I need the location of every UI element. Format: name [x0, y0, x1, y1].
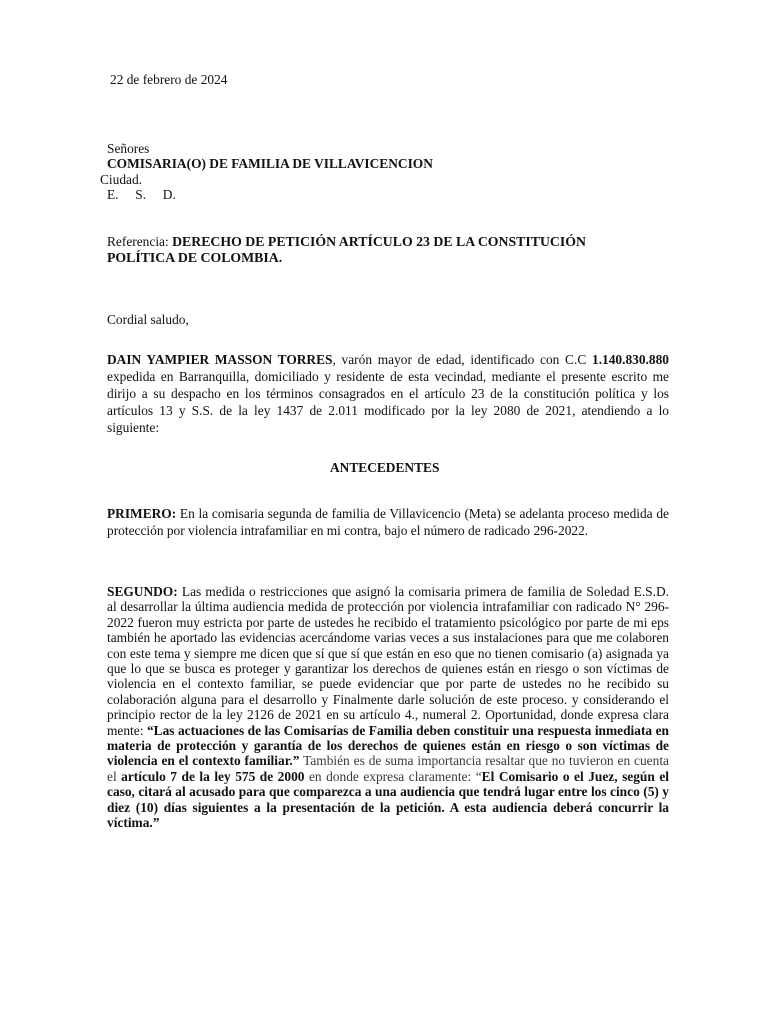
segundo-quote-2: El Comisario o el Juez, según el caso, citará al acusado para que comparezca a una audiencia que tendrá lugar entre los cinco (5) y diez (10) días siguientes a la presentación de la petición. A esta audiencia deberá concurrir la víctima.” [107, 768, 669, 831]
segundo-article: artículo 7 de la ley 575 de 2000 [121, 768, 305, 784]
recipient-esd: E. S. D. [107, 187, 176, 202]
section-title: ANTECEDENTES [330, 460, 440, 475]
petitioner-id: 1.140.830.880 [592, 352, 669, 367]
petitioner-name: DAIN YAMPIER MASSON TORRES [107, 352, 333, 367]
recipient-salutation: Señores [107, 141, 150, 156]
recipient-city: Ciudad. [100, 172, 143, 187]
segundo-text-3: en donde expresa claramente: “ [304, 768, 482, 784]
segundo-quote-1: “Las actuaciones de las Comisarías de Familia deben constituir una respuesta inmediata en materia de protección y garantía de los derechos de quienes están en riesgo o son víctimas de violencia en el contexto familiar.” [107, 722, 669, 769]
recipient-name: COMISARIA(O) DE FAMILIA DE VILLAVICENCION [107, 156, 433, 171]
primero-text: En la comisaria segunda de familia de Villavicencio (Meta) se adelanta proceso medida de protección por violencia intrafamiliar en mi contra, bajo el número de radicado 296-2022. [107, 506, 669, 538]
intro-paragraph [107, 351, 669, 436]
reference-line-1 [107, 233, 586, 250]
segundo-label: SEGUNDO: [107, 584, 178, 599]
segundo-text-1: Las medida o restricciones que asignó la comisaria primera de familia de Soledad E.S.D. al desarrollar la última audiencia medida de protección por violencia intrafamiliar con radicado N° 296-2022 fueron muy estricta por parte de ustedes he recibido el tratamiento psicológico por parte de mi eps también he aportado las evidencias acercándome varias veces a sus instalaciones para que me colaboren con este tema y siempre me dicen que sí que sí que están en eso que no tienen comisario (a) asignada ya que lo que se busca es proteger y garantizar los derechos de quienes están en riesgo o son víctimas de violencia en el contexto familiar, se puede evidenciar que por parte de ustedes no he recibido su colaboración alguna para el desarrollo y Finalmente darle solución de este proceso. y considerando el principio rector de la ley 2126 de 2021 en su artículo 4., numeral 2. Oportunidad, donde expresa clara mente: [107, 584, 669, 738]
reference-label: Referencia: [107, 234, 173, 249]
reference-title-2: POLÍTICA DE COLOMBIA. [107, 250, 283, 265]
intro-text-2: expedida en Barranquilla, domiciliado y residente de esta vecindad, mediante el presente escrito me dirijo a su despacho en los términos consagrados en el artículo 23 de la constitución política y los artículos 13 y S.S. de la ley 1437 de 2.011 modificado por la ley 2080 de 2021, atendiendo a lo siguiente: [107, 369, 669, 435]
greeting: Cordial saludo, [107, 312, 189, 327]
primero-paragraph [107, 505, 669, 539]
primero-label: PRIMERO: [107, 506, 177, 521]
intro-text-1: , varón mayor de edad, identificado con C.C [332, 352, 587, 367]
letter-date: 22 de febrero de 2024 [110, 72, 228, 87]
reference-title-1: DERECHO DE PETICIÓN ARTÍCULO 23 DE LA CONSTITUCIÓN [172, 234, 586, 249]
segundo-text-2: También es de suma importancia resaltar que no tuvieron en cuenta el [107, 753, 669, 784]
segundo-paragraph [107, 584, 669, 831]
